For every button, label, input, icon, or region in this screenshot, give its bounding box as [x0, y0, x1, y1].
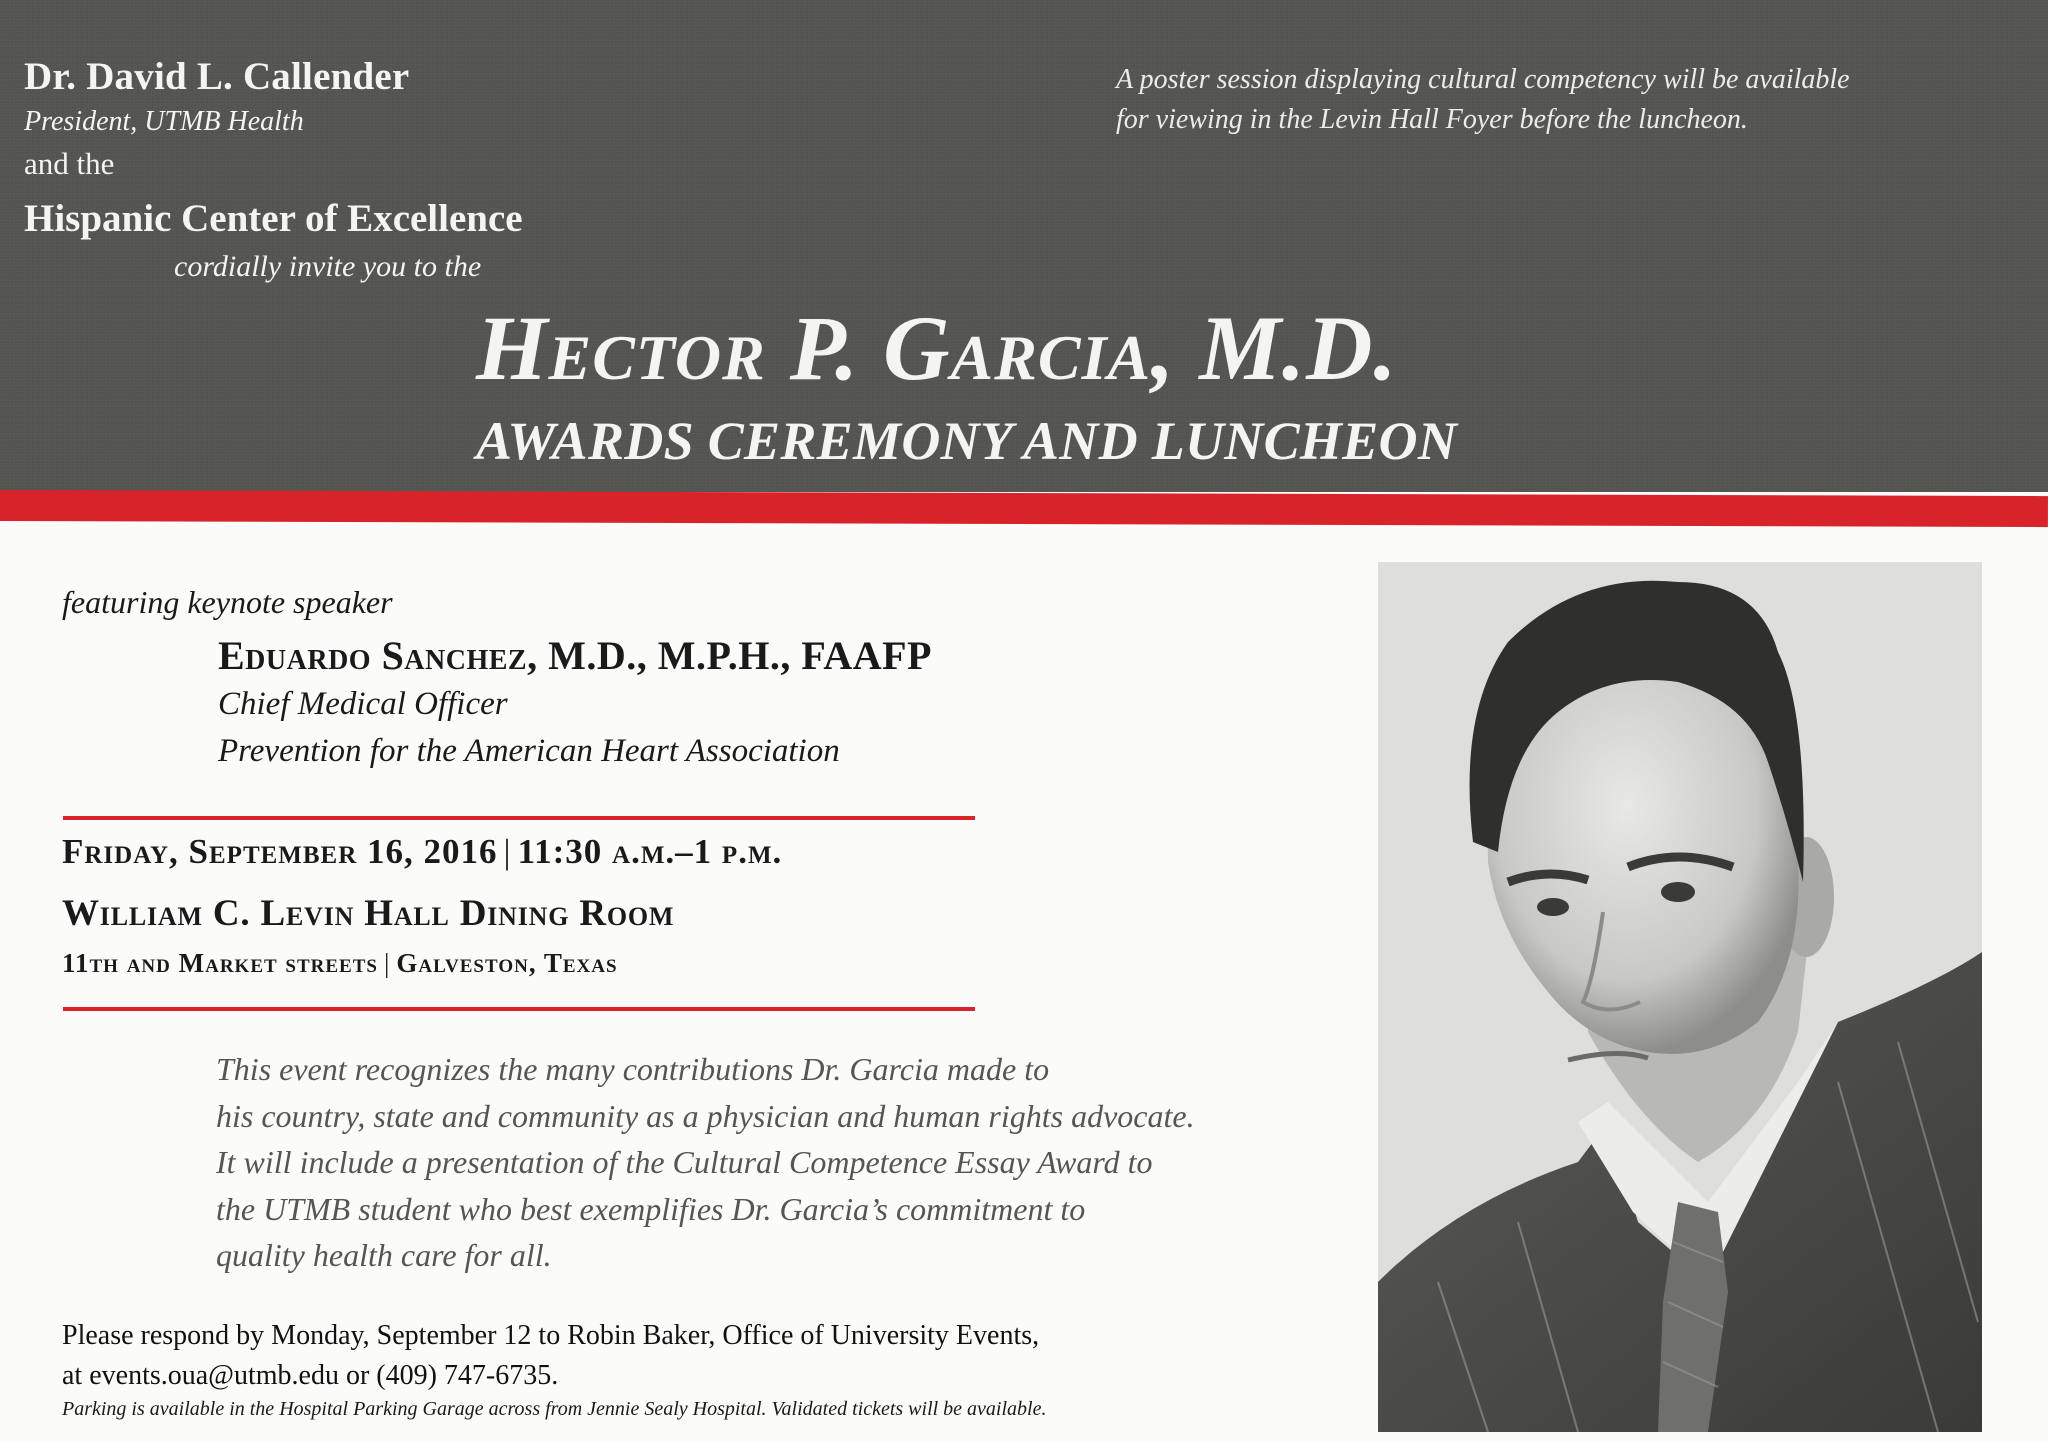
rsvp-contact-line	[62, 1356, 1039, 1396]
red-rule-top	[63, 816, 975, 820]
event-description	[216, 1046, 1396, 1279]
rsvp-line: Please respond by Monday, September 12 to Robin Baker, Office of University Events,	[62, 1320, 1040, 1351]
rsvp-prefix: at	[62, 1360, 90, 1391]
event-city: Galveston, Texas	[396, 948, 618, 978]
event-subtitle: AWARDS CEREMONY AND LUNCHEON	[476, 411, 1458, 471]
conjunction-text: and the	[24, 146, 115, 181]
event-time: 11:30 a.m.–1 p.m.	[517, 832, 783, 871]
separator: |	[503, 832, 512, 871]
description-line: This event recognizes the many contributions Dr. Garcia made to	[216, 1051, 1050, 1087]
host-title: President, UTMB Health	[24, 106, 304, 137]
keynote-intro: featuring keynote speaker	[62, 584, 393, 620]
poster-note-line: A poster session displaying cultural competency will be available	[1116, 64, 1850, 95]
organization-name: Hispanic Center of Excellence	[24, 197, 523, 240]
separator: |	[383, 948, 391, 978]
portrait-photo	[1378, 562, 1982, 1432]
event-title: Hector P. Garcia, M.D.	[476, 297, 1398, 399]
red-divider-band	[0, 490, 2048, 527]
poster-note-line: for viewing in the Levin Hall Foyer before the luncheon.	[1116, 104, 1748, 135]
rsvp-connector: or	[338, 1360, 377, 1391]
description-line: his country, state and community as a physician and human rights advocate.	[216, 1097, 1195, 1134]
rsvp-phone[interactable]: (409) 747-6735	[376, 1360, 552, 1391]
red-rule-bottom	[63, 1007, 975, 1011]
keynote-speaker-name: Eduardo Sanchez, M.D., M.P.H., FAAFP	[218, 633, 932, 678]
rsvp-suffix: .	[551, 1360, 559, 1391]
rsvp-email-link[interactable]: events.oua@utmb.edu	[89, 1360, 339, 1391]
event-date-time	[62, 832, 782, 872]
rsvp-block	[62, 1316, 1039, 1396]
invite-line: cordially invite you to the	[174, 250, 482, 283]
header-banner	[0, 0, 2048, 492]
description-line: It will include a presentation of the Cultural Competence Essay Award to	[216, 1144, 1153, 1180]
parking-note: Parking is available in the Hospital Parking Garage across from Jennie Sealy Hospital. Validated tickets will be available.	[62, 1398, 1047, 1420]
description-line: the UTMB student who best exemplifies Dr. Garcia’s commitment to	[216, 1190, 1086, 1227]
keynote-speaker-organization: Prevention for the American Heart Association	[218, 733, 840, 769]
event-date: Friday, September 16, 2016	[62, 832, 498, 871]
host-name: Dr. David L. Callender	[24, 55, 410, 98]
poster-session-note	[1116, 60, 1850, 140]
event-street: 11th and Market streets	[62, 948, 378, 978]
portrait-image	[1378, 562, 1982, 1432]
event-venue: William C. Levin Hall Dining Room	[62, 893, 675, 934]
keynote-speaker-role: Chief Medical Officer	[218, 686, 508, 722]
event-address	[62, 948, 618, 979]
description-line: quality health care for all.	[216, 1237, 552, 1273]
